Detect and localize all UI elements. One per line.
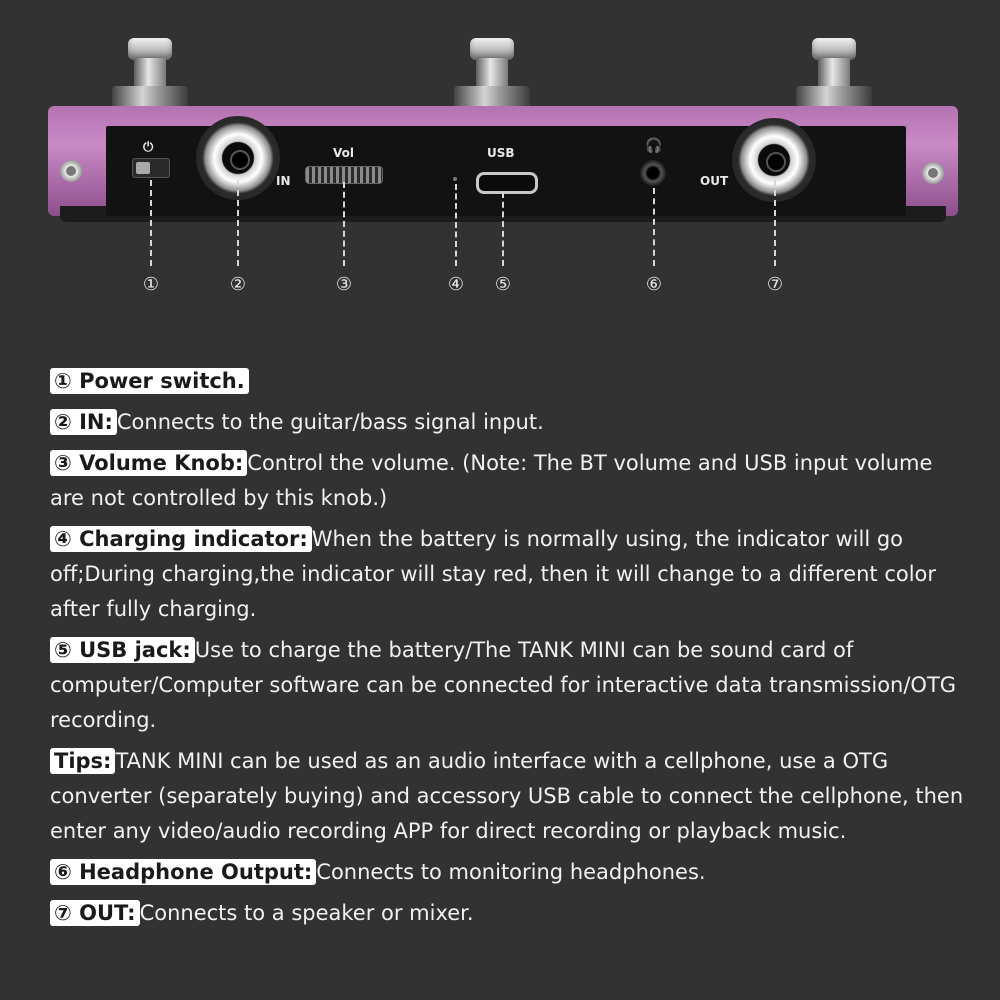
leader-line	[774, 180, 776, 266]
item-text: Control the volume. (Note: The BT volume and USB input volume are not controlled by this knob.)	[50, 451, 933, 510]
leader-line	[343, 182, 345, 266]
marker-1: ①	[142, 274, 160, 295]
list-item-out	[50, 896, 970, 931]
feature-list	[50, 364, 970, 937]
item-tag: ⑥ Headphone Output:	[50, 859, 316, 885]
item-text: When the battery is normally using, the indicator will go off;During charging,the indicator will stay red, then it will change to a different color after fully charging.	[50, 527, 937, 621]
leader-line	[455, 184, 457, 266]
item-tag: ⑤ USB jack:	[50, 637, 195, 663]
in-label: IN	[276, 174, 291, 188]
screw-icon	[922, 162, 944, 184]
footswitch-left	[106, 36, 194, 116]
usb-port	[476, 172, 538, 194]
leader-line	[502, 192, 504, 266]
power-symbol-label: ⏻	[143, 140, 154, 155]
footswitch-right	[790, 36, 878, 116]
leader-line	[150, 180, 152, 266]
usb-label: USB	[487, 146, 515, 160]
item-text: Connects to the guitar/bass signal input.	[116, 410, 544, 434]
charging-indicator-led	[453, 177, 457, 181]
item-text: TANK MINI can be used as an audio interface with a cellphone, use a OTG converter (separately buying) and accessory USB cable to connect the cellphone, then enter any video/audio recording APP for direct recording or playback music.	[50, 749, 964, 843]
marker-7: ⑦	[766, 274, 784, 295]
marker-6: ⑥	[645, 274, 663, 295]
list-item-headphone-output	[50, 855, 970, 890]
headphone-jack	[640, 160, 666, 186]
marker-3: ③	[335, 274, 353, 295]
list-item-charging-indicator	[50, 522, 970, 627]
power-switch	[132, 158, 170, 178]
leader-line	[237, 180, 239, 266]
item-text: Connects to monitoring headphones.	[316, 860, 706, 884]
list-item-usb-jack	[50, 633, 970, 738]
item-tag: ① Power switch.	[50, 368, 249, 394]
vol-label: Vol	[333, 146, 354, 160]
list-item-power-switch	[50, 364, 970, 399]
item-tag: ⑦ OUT:	[50, 900, 140, 926]
item-text: Connects to a speaker or mixer.	[139, 901, 474, 925]
list-item-volume-knob	[50, 446, 970, 516]
screw-icon	[60, 160, 82, 182]
item-text: Use to charge the battery/The TANK MINI can be sound card of computer/Computer software can be connected for interactive data transmission/OTG recording.	[50, 638, 957, 732]
leader-line	[653, 188, 655, 266]
marker-5: ⑤	[494, 274, 512, 295]
item-tag: ④ Charging indicator:	[50, 526, 312, 552]
list-item-tips	[50, 744, 970, 849]
list-item-in	[50, 405, 970, 440]
item-tag: ② IN:	[50, 409, 117, 435]
footswitch-center	[448, 36, 536, 116]
marker-4: ④	[447, 274, 465, 295]
item-tag: ③ Volume Knob:	[50, 450, 247, 476]
pedal-illustration	[0, 0, 1000, 310]
out-label: OUT	[700, 174, 729, 188]
item-tag: Tips:	[50, 748, 115, 774]
headphone-icon: 🎧	[645, 138, 663, 154]
marker-2: ②	[229, 274, 247, 295]
